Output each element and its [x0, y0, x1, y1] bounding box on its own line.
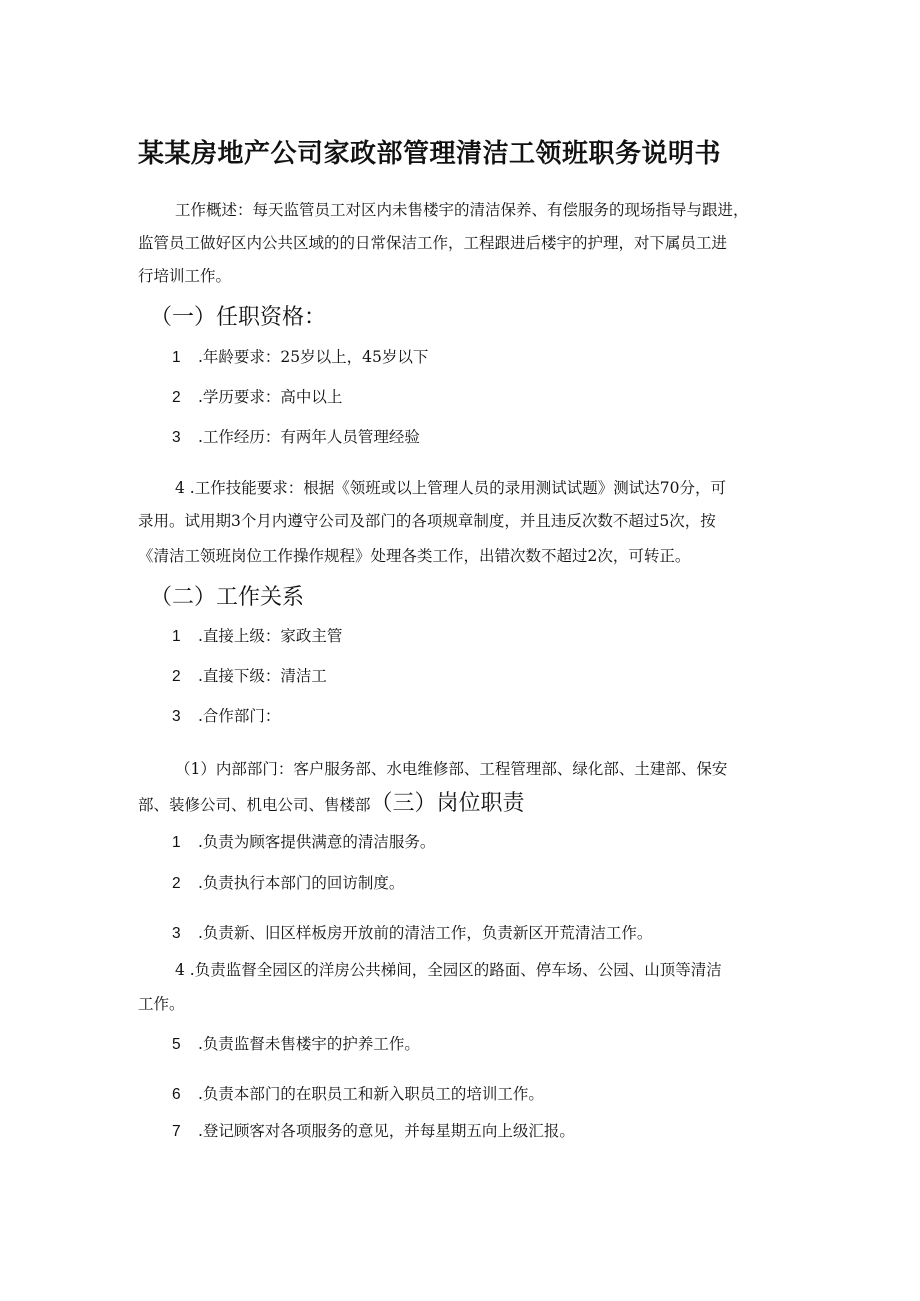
item-number: 1 — [172, 349, 181, 366]
list-item — [172, 704, 280, 726]
section-heading-duties: （三）岗位职责 — [370, 791, 525, 816]
item-number: 6 — [172, 1086, 181, 1103]
item-text: .负责本部门的在职员工和新入职员工的培训工作。 — [198, 1085, 544, 1103]
item-text: .负责监督未售楼宇的护养工作。 — [198, 1035, 420, 1053]
item-text: .登记顾客对各项服务的意见，并每星期五向上级汇报。 — [198, 1122, 575, 1140]
list-item — [172, 830, 435, 852]
list-item — [172, 664, 327, 686]
item-number: 2 — [172, 875, 181, 892]
list-item — [172, 921, 652, 943]
list-item — [172, 345, 428, 367]
item-text: .直接上级：家政主管 — [198, 627, 343, 645]
list-item — [172, 1119, 575, 1141]
item-text: .工作经历：有两年人员管理经验 — [198, 428, 420, 446]
item-number: 2 — [172, 668, 181, 685]
item-number: 1 — [172, 628, 181, 645]
item-text: .学历要求：高中以上 — [198, 388, 343, 406]
item-number: 5 — [172, 1036, 181, 1053]
section-heading-relations: （二）工作关系 — [150, 585, 305, 610]
list-item — [172, 385, 342, 407]
skill-req-line-2: 录用。试用期3个月内遵守公司及部门的各项规章制度，并且违反次数不超过5次，按 — [138, 512, 716, 530]
skill-req-line-3: 《清洁工领班岗位工作操作规程》处理各类工作，出错次数不超过2次，可转正。 — [138, 547, 691, 565]
duty-4-line-1: 4 .负责监督全园区的洋房公共梯间，全园区的路面、停车场、公园、山顶等清洁 — [175, 961, 722, 979]
list-item — [172, 871, 404, 893]
list-item — [172, 1082, 544, 1104]
item-text: .负责新、旧区样板房开放前的清洁工作，负责新区开荒清洁工作。 — [198, 924, 653, 942]
overview-line-3: 行培训工作。 — [138, 267, 232, 285]
section-heading-qualifications: （一）任职资格： — [150, 305, 327, 330]
document-title: 某某房地产公司家政部管理清洁工领班职务说明书 — [138, 139, 722, 169]
item-number: 3 — [172, 708, 181, 725]
item-number: 3 — [172, 429, 181, 446]
item-number: 1 — [172, 834, 181, 851]
item-text: .年龄要求：25岁以上，45岁以下 — [198, 348, 429, 366]
list-item — [172, 624, 342, 646]
overview-line-1: 工作概述：每天监管员工对区内未售楼宇的清洁保养、有偿服务的现场指导与跟进， — [175, 201, 749, 219]
overview-line-2: 监管员工做好区内公共区域的的日常保洁工作，工程跟进后楼宇的护理，对下属员工进 — [138, 234, 728, 252]
internal-dept-line-1: （1）内部部门：客户服务部、水电维修部、工程管理部、绿化部、土建部、保安 — [175, 760, 728, 778]
item-number: 7 — [172, 1123, 181, 1140]
item-number: 3 — [172, 925, 181, 942]
duty-4-line-2: 工作。 — [138, 995, 185, 1013]
item-text: .负责为顾客提供满意的清洁服务。 — [198, 833, 436, 851]
skill-req-line-1: 4 .工作技能要求：根据《领班或以上管理人员的录用测试试题》测试达70分，可 — [175, 479, 726, 497]
item-text: .负责执行本部门的回访制度。 — [198, 874, 405, 892]
item-text: .合作部门： — [198, 707, 281, 725]
item-number: 2 — [172, 389, 181, 406]
list-item — [172, 425, 420, 447]
internal-dept-line-2 — [138, 786, 525, 817]
internal-dept-text: 部、装修公司、机电公司、售楼部 — [138, 796, 371, 814]
list-item — [172, 1032, 420, 1054]
item-text: .直接下级：清洁工 — [198, 667, 327, 685]
